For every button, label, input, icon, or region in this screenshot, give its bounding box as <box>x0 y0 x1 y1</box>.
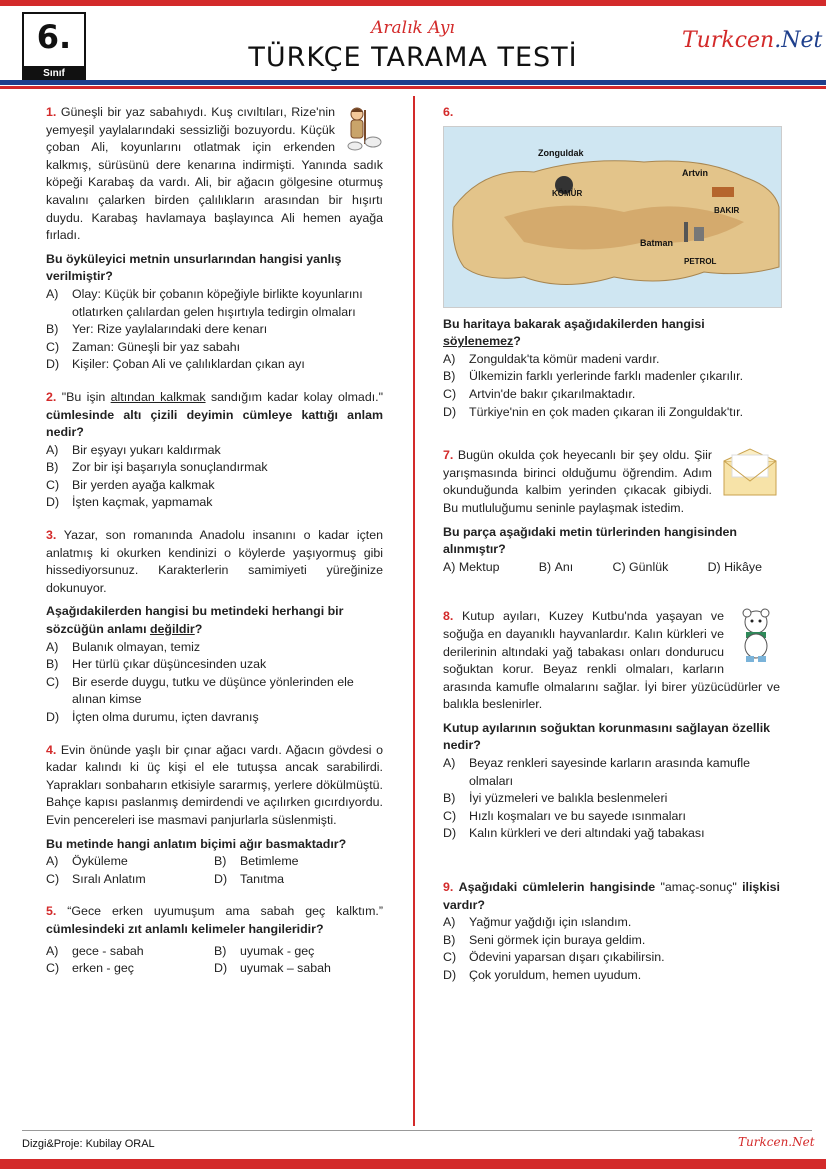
stem-underlined: değildir <box>149 622 195 637</box>
option-text: uyumak - geç <box>240 943 315 958</box>
option-b[interactable] <box>443 368 780 386</box>
question-8 <box>443 608 780 843</box>
option-text: Ödevini yaparsan dışarı çıkabilirsin. <box>469 950 665 965</box>
option-letter: C) <box>612 559 626 574</box>
option-letter: A) <box>46 286 59 301</box>
option-letter: C) <box>46 674 60 689</box>
stem-end: ? <box>513 334 521 349</box>
option-text: Çok yoruldum, hemen uyudum. <box>469 968 642 982</box>
option-letter: C) <box>443 386 457 401</box>
option-b[interactable] <box>214 943 382 961</box>
option-a[interactable] <box>443 351 780 369</box>
footer-logo: Turkcen.Net <box>738 1135 815 1149</box>
question-stem: Aşağıdaki cümlelerin hangisinde <box>458 880 661 895</box>
option-letter: B) <box>443 932 456 947</box>
option-b[interactable] <box>46 656 383 674</box>
question-number: 8. <box>443 609 454 624</box>
option-c[interactable] <box>46 339 383 357</box>
right-column <box>443 104 780 1000</box>
option-letter: D) <box>443 404 457 419</box>
option-a[interactable] <box>46 639 383 657</box>
question-stem: Kutup ayılarının soğuktan korunmasını sağlayan özellik nedir? <box>443 720 771 753</box>
option-text: Günlük <box>629 559 669 574</box>
option-a[interactable] <box>46 853 214 871</box>
option-letter: B) <box>443 369 456 384</box>
option-letter: D) <box>214 961 228 976</box>
options-row <box>443 559 780 577</box>
option-text: Bir yerden ayağa kalkmak <box>72 477 215 492</box>
option-letter: A) <box>46 442 59 457</box>
question-text: Yazar, son romanında Anadolu insanını o kadar içten anlatmış ki okurken kendinizi o köylerde yaşıyormuş gibi hissediyorsunuz. Karakterlerin samimiyeti yüreğinize dokunuyor. <box>46 528 384 595</box>
test-month: Aralık Ayı <box>371 18 455 38</box>
question-text: Güneşli bir yaz sabahıydı. Kuş cıvıltıları, Rize'nin yemyeşil yaylalarındaki sessizliği bozuyordu. Küçük çoban Ali, koyunlarını otlatmak için erkenden kalkmış, sürüsünü dere kenarına indirmişti. Yanında sadık köpeği Karabaş da vardı. Ali, bir ağacın gölgesine oturmuş kavalını çalarken birden çalılıkların arasından bir hışırtı duydu. Karabaş havlamaya başlayınca Ali hemen ayağa fırladı. <box>46 105 383 243</box>
question-number: 2. <box>46 389 57 404</box>
option-text: İşten kaçmak, yapmamak <box>72 495 213 510</box>
question-6 <box>443 104 780 421</box>
question-number: 9. <box>443 880 454 895</box>
option-d[interactable] <box>443 404 780 422</box>
option-text: Beyaz renkleri sayesinde karların arasında kamufle olmaları <box>469 756 750 788</box>
question-5 <box>46 903 383 977</box>
option-letter: D) <box>443 968 457 982</box>
option-a[interactable] <box>46 943 214 961</box>
shepherd-boy-icon <box>343 104 383 152</box>
option-text: Ülkemizin farklı yerlerinde farklı madenler çıkarılır. <box>469 369 744 384</box>
option-b[interactable] <box>214 853 382 871</box>
question-2 <box>46 389 383 512</box>
option-text: Her türlü çıkar düşüncesinden uzak <box>72 657 267 672</box>
option-letter: D) <box>707 559 721 574</box>
header-stripe-red <box>0 86 826 89</box>
option-letter: D) <box>46 495 60 510</box>
page-title: TÜRKÇE TARAMA TESTİ <box>248 42 578 73</box>
question-stem: cümlesindeki zıt anlamlı kelimeler hangileridir? <box>46 921 324 936</box>
option-text: Zonguldak'ta kömür madeni vardır. <box>469 351 660 366</box>
option-a[interactable] <box>443 914 780 932</box>
option-letter: B) <box>214 854 227 869</box>
option-d[interactable] <box>443 967 780 985</box>
option-text: İyi yüzmeleri ve balıkla beslenmeleri <box>469 791 668 806</box>
option-letter: C) <box>443 808 457 823</box>
option-letter: B) <box>46 322 59 337</box>
option-text: Mektup <box>458 559 500 574</box>
stem-end: ilişkisi vardır? <box>443 880 780 912</box>
option-text: erken - geç <box>72 961 134 976</box>
option-letter: C) <box>46 871 60 886</box>
option-text: Kişiler: Çoban Ali ve çalılıklardan çıkan ayı <box>72 357 305 372</box>
option-d[interactable] <box>46 356 383 374</box>
option-c[interactable] <box>443 949 780 967</box>
option-letter: A) <box>443 915 456 930</box>
question-number: 6. <box>443 105 454 119</box>
option-b[interactable] <box>46 321 383 339</box>
option-text: Yer: Rize yaylalarındaki dere kenarı <box>72 322 268 337</box>
map-label-batman: Batman <box>640 237 674 248</box>
left-column <box>46 104 383 993</box>
option-d[interactable] <box>214 871 382 889</box>
stem-quote: "amaç-sonuç" <box>660 880 737 895</box>
question-1 <box>46 104 383 374</box>
option-text: Artvin'de bakır çıkarılmaktadır. <box>469 386 636 401</box>
option-letter: C) <box>46 477 60 492</box>
option-text: Zor bir işi başarıyla sonuçlandırmak <box>72 460 268 475</box>
options-grid <box>46 853 383 888</box>
option-letter: B) <box>214 943 227 958</box>
question-number: 7. <box>443 448 454 463</box>
polar-bear-icon <box>732 608 780 664</box>
option-text: gece - sabah <box>72 943 144 958</box>
turkey-mines-map <box>443 126 782 308</box>
option-b[interactable] <box>443 790 780 808</box>
option-letter: A) <box>46 639 59 654</box>
map-label-zonguldak: Zonguldak <box>538 147 584 158</box>
option-text: Betimleme <box>240 854 299 869</box>
option-letter: C) <box>46 961 60 976</box>
option-letter: C) <box>443 950 457 965</box>
option-letter: D) <box>214 871 228 886</box>
option-text: uyumak – sabah <box>240 961 331 976</box>
question-text: Bugün okulda çok heyecanlı bir şey oldu. Şiir yarışmasında birinci olduğumu öğrendim. Adım okunduğunda kalbim yerinden çıkacak gibiydi. Bu mutluluğumu seninle paylaşmak istedim. <box>443 448 712 515</box>
header-stripe-blue <box>0 80 826 85</box>
question-3 <box>46 527 383 727</box>
option-text: Sıralı Anlatım <box>72 871 146 886</box>
question-stem: Bu parça aşağıdaki metin türlerinden hangisinden alınmıştır? <box>443 524 737 557</box>
footer-credit: Dizgi&Proje: Kubilay ORAL <box>22 1138 155 1150</box>
option-letter: B) <box>46 657 59 672</box>
map-label-petrol: PETROL <box>684 256 717 266</box>
map-label-artvin: Artvin <box>682 167 709 178</box>
question-number: 4. <box>46 742 57 757</box>
option-c[interactable] <box>613 559 669 577</box>
option-d[interactable] <box>214 960 382 978</box>
option-text: Öyküleme <box>72 854 128 869</box>
option-letter: A) <box>443 351 456 366</box>
question-number: 5. <box>46 904 57 919</box>
grade-label: Sınıf <box>24 66 84 82</box>
option-b[interactable] <box>539 559 573 577</box>
logo-net-text: .Net <box>774 28 823 53</box>
option-text: Bir eşyayı yukarı kaldırmak <box>72 442 221 457</box>
option-text: Anı <box>554 559 574 574</box>
option-c[interactable] <box>46 674 383 709</box>
bottom-red-bar <box>0 1159 826 1169</box>
question-4 <box>46 742 383 889</box>
option-letter: A) <box>46 943 59 958</box>
option-a[interactable] <box>443 755 780 790</box>
stem-underlined: söylenemez <box>443 334 514 349</box>
option-text: Kalın kürkleri ve deri altındaki yağ tabakası <box>469 826 705 841</box>
question-stem: Bu metinde hangi anlatım biçimi ağır basmaktadır? <box>46 836 347 851</box>
question-text: “Gece erken uyumuşum ama sabah geç kalktım.” <box>67 904 383 919</box>
option-letter: B) <box>443 791 456 806</box>
question-text-end: sandığım kadar kolay olmadı." <box>205 389 383 404</box>
option-letter: D) <box>46 357 60 372</box>
option-d[interactable] <box>708 559 762 577</box>
option-text: Tanıtma <box>240 871 285 886</box>
option-text: Bir eserde duygu, tutku ve düşünce yönlerinden ele alınan kimse <box>72 674 354 707</box>
option-text: Yağmur yağdığı için ıslandım. <box>469 915 632 930</box>
question-7 <box>443 447 780 576</box>
option-text: Zaman: Güneşli bir yaz sabahı <box>72 339 241 354</box>
map-label-bakir: BAKIR <box>714 205 740 215</box>
option-c[interactable] <box>443 386 780 404</box>
map-label-komur: KÖMÜR <box>552 188 583 198</box>
question-stem: cümlesinde altı çizili deyimin cümleye kattığı anlam nedir? <box>46 407 383 440</box>
question-stem <box>443 316 780 351</box>
option-text: Seni görmek için buraya geldim. <box>469 932 646 947</box>
option-letter: D) <box>443 826 457 841</box>
option-d[interactable] <box>46 494 383 512</box>
question-number: 3. <box>46 528 57 543</box>
page-header <box>0 6 826 80</box>
option-c[interactable] <box>46 960 214 978</box>
stem-text: Bu haritaya bakarak aşağıdakilerden hangisi <box>443 316 705 331</box>
question-text: Evin önünde yaşlı bir çınar ağacı vardı. Ağacın gövdesi o kadar kalındı ki üç kişi el ele tutuşsa ancak sarabilirdi. Yaprakları sonbaharın etkisiyle sararmış, yerlere dökülmüştü. Bahçe kapısı paslanmış demirdendi ve açılırken gıcırdıyordu. Evin pencereleri ise masmavi panjurlarla süslenmişti. <box>46 742 383 827</box>
stem-end: ? <box>194 622 203 637</box>
question-text: Kutup ayıları, Kuzey Kutbu'nda yaşayan ve soğuğa en dayanıklı hayvanlardır. Kalın kürkleri ve derilerinin altındaki yağ tabakası onları dondurucu soğuktan korur. Beyaz renkli olmaları, karların arasında kamufle olmalarını sağlar. İyi birer yüzücüdürler ve balıkla beslenirler. <box>443 609 780 712</box>
option-letter: B) <box>538 559 552 574</box>
question-stem: Bu öyküleyici metnin unsurlarından hangisi yanlış verilmiştir? <box>46 251 342 284</box>
logo-text: Turkcen <box>682 28 775 53</box>
option-c[interactable] <box>46 871 214 889</box>
footer-divider <box>22 1130 812 1131</box>
option-letter: A) <box>443 756 456 771</box>
option-c[interactable] <box>443 808 780 826</box>
option-d[interactable] <box>443 825 780 843</box>
question-text: "Bu işin <box>61 389 111 404</box>
question-number: 1. <box>46 105 57 119</box>
option-letter: D) <box>46 710 60 724</box>
option-b[interactable] <box>46 459 383 477</box>
option-text: Türkiye'nin en çok maden çıkaran ili Zonguldak'tır. <box>469 404 744 419</box>
option-text: Olay: Küçük bir çobanın köpeğiyle birlikte koyunlarını otlatırken çalılardan gelen hışırtıyla tedirgin olmaları <box>72 286 363 319</box>
option-text: İçten olma durumu, içten davranış <box>72 710 259 724</box>
option-b[interactable] <box>443 932 780 950</box>
question-9 <box>443 879 780 985</box>
column-divider <box>413 96 415 1126</box>
question-stem <box>46 603 383 638</box>
option-text: Hızlı koşmaları ve bu sayede ısınmaları <box>469 808 686 823</box>
option-c[interactable] <box>46 477 383 495</box>
grade-number: 6. <box>36 18 72 56</box>
option-letter: A) <box>46 854 59 869</box>
option-letter: B) <box>46 460 59 475</box>
stem-text: Aşağıdakilerden hangisi bu metindeki herhangi bir sözcüğün anlamı <box>46 604 344 637</box>
site-logo <box>682 28 822 53</box>
underlined-idiom: altından kalkmak <box>110 389 206 404</box>
options-grid <box>46 943 383 978</box>
option-a[interactable] <box>443 559 499 577</box>
option-a[interactable] <box>46 286 383 321</box>
option-d[interactable] <box>46 709 383 727</box>
option-letter: C) <box>46 339 60 354</box>
envelope-icon <box>720 447 780 497</box>
option-letter: A) <box>443 559 456 574</box>
option-text: Bulanık olmayan, temiz <box>72 639 201 654</box>
option-text: Hikâye <box>724 559 762 574</box>
option-a[interactable] <box>46 442 383 460</box>
